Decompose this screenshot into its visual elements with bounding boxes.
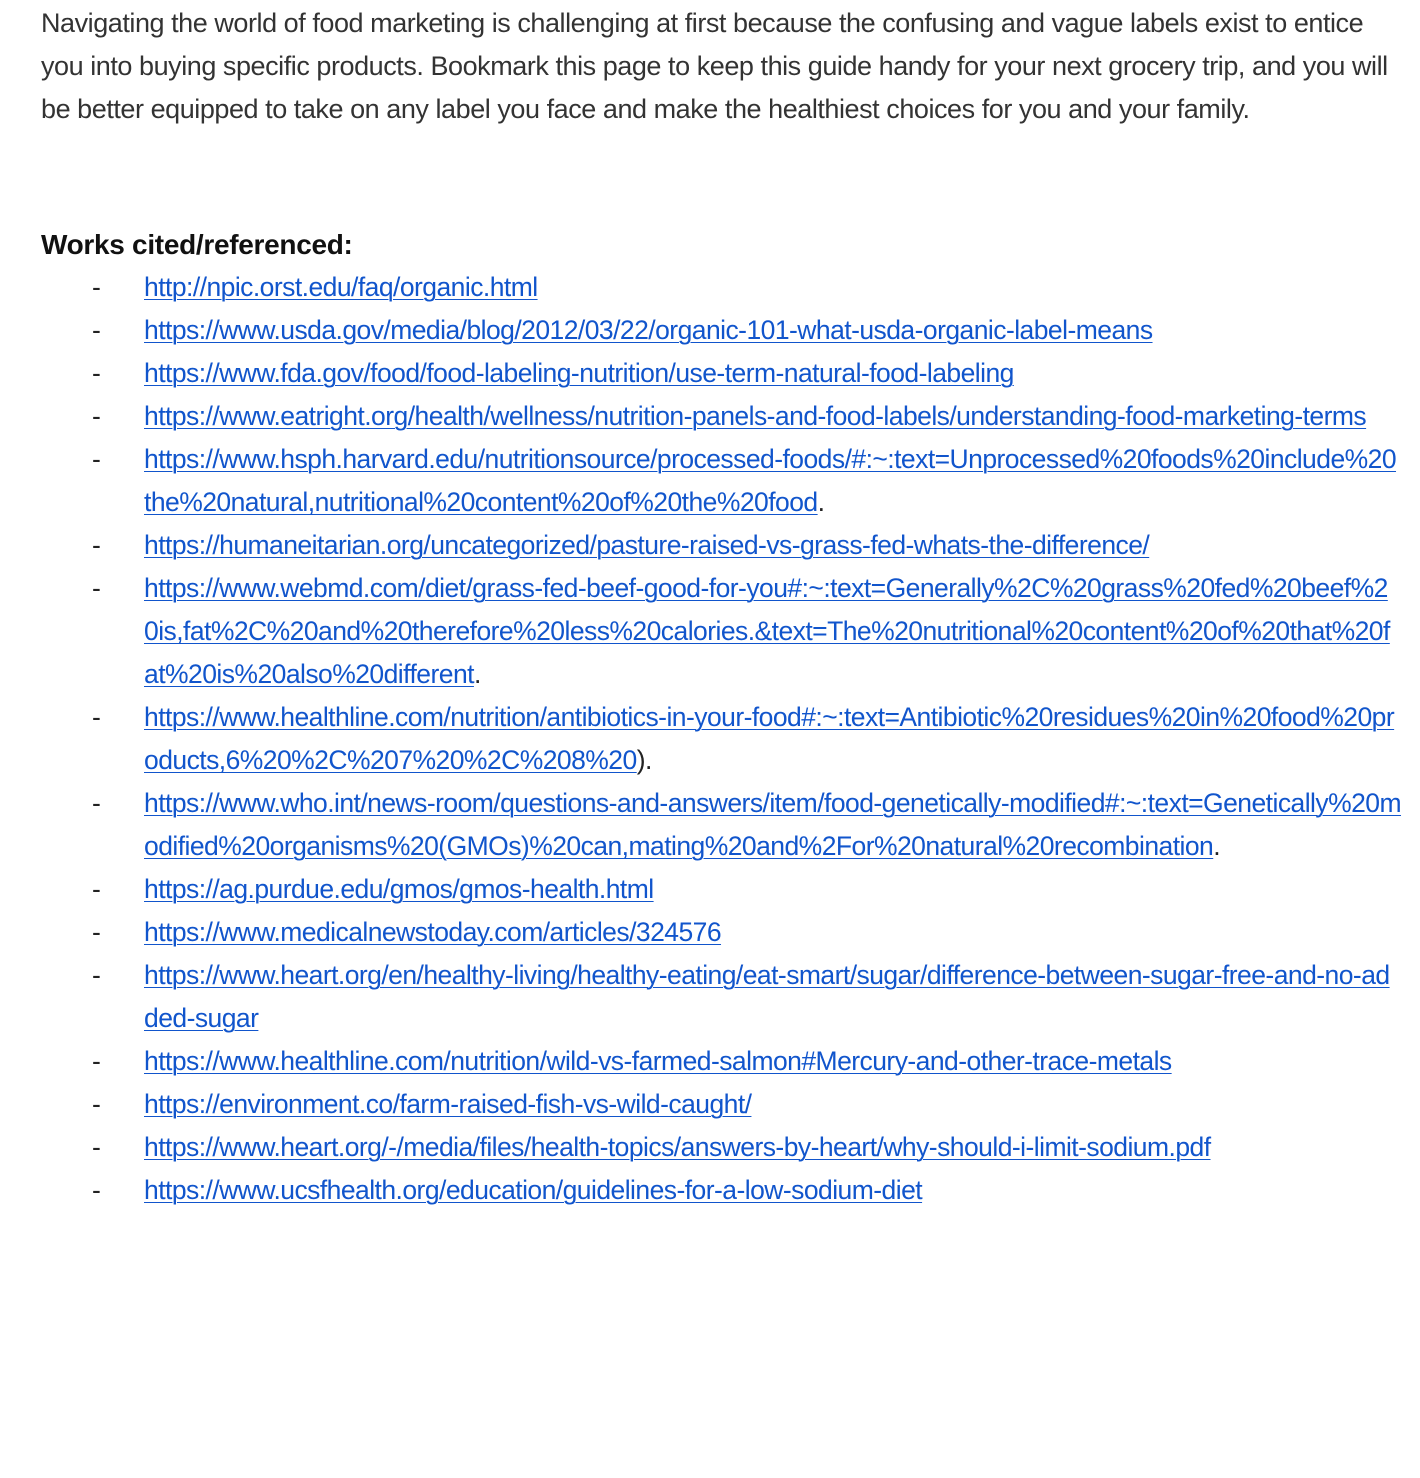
- reference-link[interactable]: https://www.healthline.com/nutrition/wild-vs-farmed-salmon#Mercury-and-other-trace-metals: [144, 1046, 1172, 1076]
- reference-item: [41, 1040, 1401, 1083]
- bullet-dash: -: [92, 874, 101, 904]
- bullet-dash: -: [92, 917, 101, 947]
- reference-item: [41, 1126, 1401, 1169]
- reference-trailing-punctuation: .: [817, 487, 825, 517]
- reference-item: [41, 1169, 1401, 1212]
- intro-paragraph: Navigating the world of food marketing is challenging at first because the confusing and vague labels exist to entice you into buying specific products. Bookmark this page to keep this guide handy for your next grocery trip, and you will be better equipped to take on any label you face and make the healthiest choices for you and your family.: [41, 8, 1388, 124]
- works-cited-heading: Works cited/referenced:: [41, 229, 353, 260]
- reference-item: [41, 782, 1401, 868]
- reference-list: [41, 266, 1401, 1212]
- bullet-dash: -: [92, 1175, 101, 1205]
- reference-item: [41, 911, 1401, 954]
- reference-link[interactable]: https://www.fda.gov/food/food-labeling-nutrition/use-term-natural-food-labeling: [144, 358, 1014, 388]
- bullet-dash: -: [92, 530, 101, 560]
- reference-link[interactable]: https://www.healthline.com/nutrition/antibiotics-in-your-food#:~:text=Antibiotic%20residues%20in%20food%20products,6%20%2C%207%20%2C%208%20: [144, 702, 1395, 775]
- bullet-dash: -: [92, 1132, 101, 1162]
- bullet-dash: -: [92, 788, 101, 818]
- reference-link[interactable]: https://www.ucsfhealth.org/education/guidelines-for-a-low-sodium-diet: [144, 1175, 923, 1205]
- reference-item: [41, 395, 1401, 438]
- reference-trailing-punctuation: .: [473, 659, 481, 689]
- bullet-dash: -: [92, 702, 101, 732]
- reference-link[interactable]: https://ag.purdue.edu/gmos/gmos-health.html: [144, 874, 654, 904]
- reference-item: [41, 438, 1401, 524]
- reference-link[interactable]: https://www.eatright.org/health/wellness/nutrition-panels-and-food-labels/understanding-food-marketing-terms: [144, 401, 1367, 431]
- bullet-dash: -: [92, 444, 101, 474]
- document-page: [41, 0, 1401, 1212]
- reference-link[interactable]: https://www.usda.gov/media/blog/2012/03/22/organic-101-what-usda-organic-label-means: [144, 315, 1153, 345]
- bullet-dash: -: [92, 272, 101, 302]
- reference-trailing-punctuation: ).: [636, 745, 652, 775]
- reference-item: [41, 868, 1401, 911]
- bullet-dash: -: [92, 960, 101, 990]
- reference-link[interactable]: https://www.who.int/news-room/questions-and-answers/item/food-genetically-modified#:~:text=Genetically%20modified%20organisms%20(GMOs)%20can,mating%20and%2For%20natural%20recombination: [144, 788, 1402, 861]
- reference-item: [41, 1083, 1401, 1126]
- reference-link[interactable]: https://www.heart.org/en/healthy-living/healthy-eating/eat-smart/sugar/difference-between-sugar-free-and-no-added-sugar: [144, 960, 1390, 1033]
- bullet-dash: -: [92, 1046, 101, 1076]
- reference-item: [41, 567, 1401, 696]
- reference-item: [41, 524, 1401, 567]
- reference-link[interactable]: https://www.webmd.com/diet/grass-fed-beef-good-for-you#:~:text=Generally%2C%20grass%20fed%20beef%20is,fat%2C%20and%20therefore%20less%20calories.&text=The%20nutritional%20content%20of%20that%20fat%20is%20also%20different: [144, 573, 1390, 689]
- reference-link[interactable]: https://www.heart.org/-/media/files/health-topics/answers-by-heart/why-should-i-limit-sodium.pdf: [144, 1132, 1211, 1162]
- reference-trailing-punctuation: .: [1213, 831, 1221, 861]
- reference-item: [41, 352, 1401, 395]
- bullet-dash: -: [92, 573, 101, 603]
- bullet-dash: -: [92, 1089, 101, 1119]
- bullet-dash: -: [92, 315, 101, 345]
- reference-item: [41, 954, 1401, 1040]
- reference-link[interactable]: https://www.hsph.harvard.edu/nutritionsource/processed-foods/#:~:text=Unprocessed%20foods%20include%20the%20natural,nutritional%20content%20of%20the%20food: [144, 444, 1397, 517]
- reference-link[interactable]: https://www.medicalnewstoday.com/articles/324576: [144, 917, 722, 947]
- reference-item: [41, 309, 1401, 352]
- reference-item: [41, 266, 1401, 309]
- reference-link[interactable]: https://environment.co/farm-raised-fish-vs-wild-caught/: [144, 1089, 752, 1119]
- reference-link[interactable]: https://humaneitarian.org/uncategorized/pasture-raised-vs-grass-fed-whats-the-difference/: [144, 530, 1150, 560]
- reference-link[interactable]: http://npic.orst.edu/faq/organic.html: [144, 272, 538, 302]
- reference-item: [41, 696, 1401, 782]
- bullet-dash: -: [92, 358, 101, 388]
- bullet-dash: -: [92, 401, 101, 431]
